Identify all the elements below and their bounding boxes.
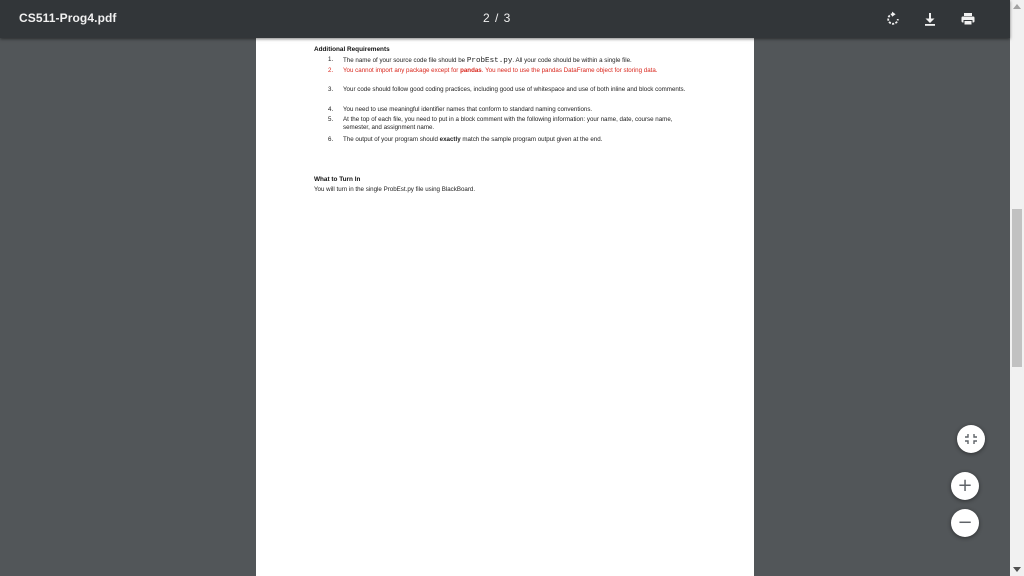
rotate-button[interactable] xyxy=(883,9,903,29)
print-button[interactable] xyxy=(958,9,978,29)
zoom-in-icon: + xyxy=(957,475,973,496)
requirement-number: 4. xyxy=(328,106,334,113)
turn-in-text: You will turn in the single ProbEst.py file using BlackBoard. xyxy=(314,186,476,193)
requirement-number: 2. xyxy=(328,67,334,74)
vertical-scrollbar[interactable] xyxy=(1010,0,1024,576)
zoom-out-icon: − xyxy=(957,512,973,533)
code-filename: ProbEst.py xyxy=(466,57,513,65)
download-button[interactable] xyxy=(920,9,940,29)
requirement-number: 1. xyxy=(328,56,334,63)
scroll-down-arrow-icon[interactable] xyxy=(1013,567,1021,572)
requirement-text: The name of your source code file should be ProbEst.py. All your code should be within a single file. xyxy=(343,57,632,65)
requirement-text: The output of your program should exactly match the sample program output given at the end. xyxy=(343,136,603,143)
requirement-text: Your code should follow good coding practices, including good use of whitespace and use of both inline and block comments. xyxy=(343,86,686,93)
print-icon xyxy=(958,9,978,29)
requirement-text: At the top of each file, you need to put in a block comment with the following information: your name, date, course name, semester, and assignment name. xyxy=(343,116,673,132)
page-indicator[interactable]: 2 / 3 xyxy=(483,11,511,25)
fit-to-page-button[interactable] xyxy=(957,425,985,453)
pandas-emphasis: pandas xyxy=(460,67,482,74)
exactly-emphasis: exactly xyxy=(439,136,461,143)
zoom-out-button[interactable] xyxy=(951,509,979,537)
pdf-toolbar xyxy=(0,0,1010,38)
scroll-up-arrow-icon[interactable] xyxy=(1013,4,1021,9)
additional-requirements-heading: Additional Requirements xyxy=(314,46,390,53)
requirement-text: You cannot import any package except for pandas. You need to use the pandas DataFrame object for storing data. xyxy=(343,67,658,74)
requirement-number: 6. xyxy=(328,136,334,143)
pdf-page xyxy=(256,38,754,576)
rotate-icon xyxy=(883,9,903,29)
file-title: CS511-Prog4.pdf xyxy=(19,11,117,25)
fit-to-page-icon xyxy=(957,425,985,453)
zoom-in-button[interactable] xyxy=(951,472,979,500)
requirement-number: 5. xyxy=(328,116,334,123)
scrollbar-thumb[interactable] xyxy=(1012,209,1022,367)
download-icon xyxy=(920,9,940,29)
requirement-number: 3. xyxy=(328,86,334,93)
turn-in-heading: What to Turn In xyxy=(314,176,361,183)
requirement-text: You need to use meaningful identifier names that conform to standard naming conventions. xyxy=(343,106,593,113)
